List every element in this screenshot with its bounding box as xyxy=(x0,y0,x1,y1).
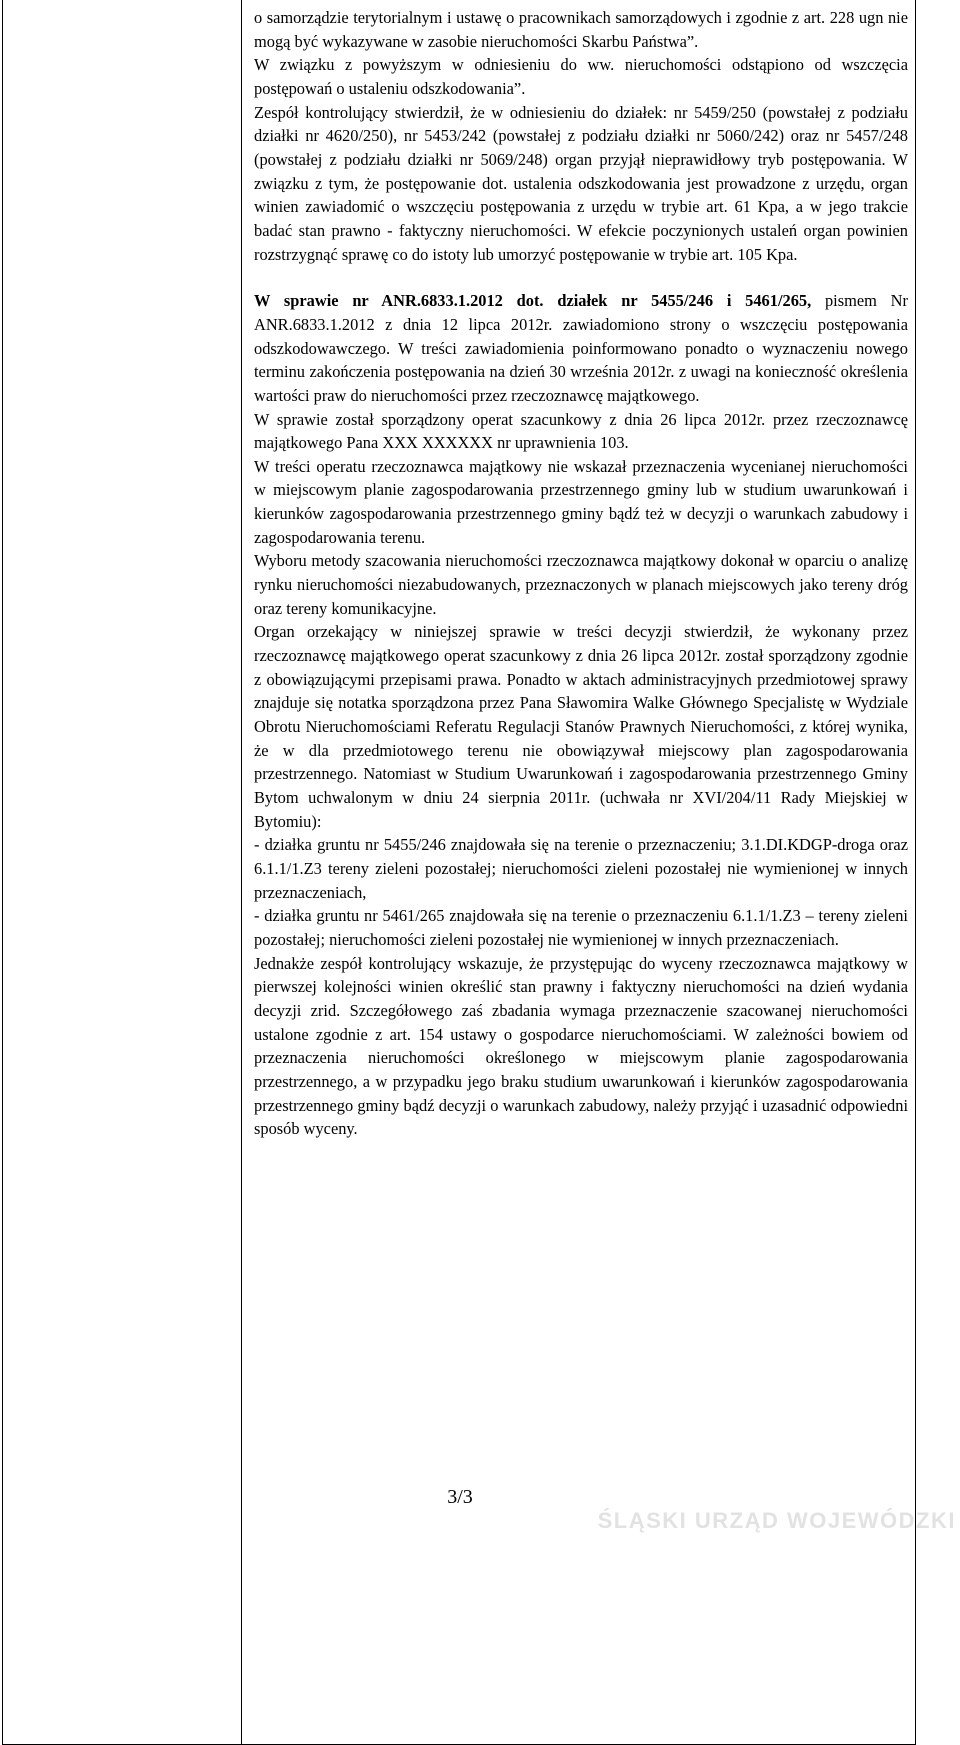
paragraph-1: o samorządzie terytorialnym i ustawę o pracownikach samorządowych i zgodnie z art. 228 ugn nie mogą być wykazywane w zasobie nieruchomości Skarbu Państwa”. xyxy=(254,8,908,51)
paragraph-3: Zespół kontrolujący stwierdził, że w odniesieniu do działek: nr 5459/250 (powstałej z podziału działki nr 4620/250), nr 5453/242 (powstałej z podziału działki nr 5060/242) oraz nr 5457/248 (powstałej z podziału działki nr 5069/248) organ przyjął nieprawidłowy tryb postępowania. W związku z tym, że postępowanie dot. ustalenia odszkodowania jest prowadzone z urzędu, organ winien zawiadomić o wszczęciu postępowania z urzędu w trybie art. 61 Kpa, a w jego trakcie badać stan prawno - faktyczny nieruchomości. W efekcie poczynionych ustaleń organ powinien rozstrzygnąć sprawę co do istoty lub umorzyć postępowanie w trybie art. 105 Kpa. xyxy=(254,102,908,264)
case-text: pismem Nr ANR.6833.1.2012 z dnia 12 lipca 2012r. zawiadomiono strony o wszczęciu postępowania odszkodowawczego. W treści zawiadomienia poinformowano ponadto o wyznaczeniu nowego terminu zakończenia postępowania na dzień 30 września 2012r. z uwagi na konieczność określenia wartości praw do nieruchomości przez rzeczoznawcę majątkowego. xyxy=(254,291,908,405)
paragraph-plot-1: - działka gruntu nr 5455/246 znajdowała się na terenie o przeznaczeniu; 3.1.DI.KDGP-droga oraz 6.1.1/1.Z3 tereny zieleni pozostałej; nieruchomości zieleni pozostałej nie wymienionej w innych przeznaczeniach, xyxy=(254,835,908,902)
paragraph-plot-2: - działka gruntu nr 5461/265 znajdowała się na terenie o przeznaczeniu 6.1.1/1.Z3 – tereny zieleni pozostałej; nieruchomości zieleni pozostałej nie wymienionej w innych przeznaczeniach. xyxy=(254,906,908,949)
paragraph-2: W związku z powyższym w odniesieniu do ww. nieruchomości odstąpiono od wszczęcia postępowań o ustaleniu odszkodowania”. xyxy=(254,55,908,98)
case-heading: W sprawie nr ANR.6833.1.2012 dot. działek nr 5455/246 i 5461/265, xyxy=(254,291,812,311)
page-number: 3/3 xyxy=(447,1486,473,1508)
watermark-text: ŚLĄSKI URZĄD WOJEWÓDZKI xyxy=(597,1508,956,1533)
paragraph-operat: W sprawie został sporządzony operat szacunkowy z dnia 26 lipca 2012r. przez rzeczoznawcę majątkowego Pana XXX XXXXXX nr uprawnienia 103. xyxy=(254,409,908,453)
paragraph-operat-content: W treści operatu rzeczoznawca majątkowy nie wskazał przeznaczenia wycenianej nieruchomości w miejscowym planie zagospodarowania przestrzennego gminy lub w studium uwarunkowań i kierunków zagospodarowania przestrzennego gminy bądź też w decyzji o warunkach zabudowy i zagospodarowania terenu. xyxy=(254,456,908,547)
paragraph-gap xyxy=(254,266,908,289)
paragraph-method: Wyboru metody szacowania nieruchomości rzeczoznawca majątkowy dokonał w oparciu o analizę rynku nieruchomości niezabudowanych, przeznaczonych w planach miejscowych jako tereny dróg oraz tereny komunikacyjne. xyxy=(254,551,908,618)
document-body xyxy=(254,6,908,1141)
paragraph-conclusion: Jednakże zespół kontrolujący wskazuje, że przystępując do wyceny rzeczoznawca majątkowy w pierwszej kolejności winien określić stan prawny i faktyczny nieruchomości na dzień wydania decyzji zrid. Szczegółowego zaś zbadania wymaga przeznaczenie szacowanej nieruchomości ustalone zgodnie z art. 154 ustawy o gospodarce nieruchomościami. W zależności bowiem od przeznaczenia nieruchomości określonego w miejscowym planie zagospodarowania przestrzennego, a w przypadku jego braku studium uwarunkowań i kierunków zagospodarowania przestrzennego gminy bądź decyzji o warunkach zabudowy, należy przyjąć i uzasadnić odpowiedni sposób wyceny. xyxy=(254,953,908,1139)
table-column-divider xyxy=(241,0,242,1745)
paragraph-organ: Organ orzekający w niniejszej sprawie w treści decyzji stwierdził, że wykonany przez rzeczoznawcę majątkowego operat szacunkowy z dnia 26 lipca 2012r. został sporządzony zgodnie z obowiązującymi przepisami prawa. Ponadto w aktach administracyjnych przedmiotowej sprawy znajduje się notatka sporządzona przez Pana Sławomira Walke Głównego Specjalistę w Wydziale Obrotu Nieruchomościami Referatu Regulacji Stanów Prawnych Nieruchomości, z której wynika, że w dla przedmiotowego terenu nie obowiązywał miejscowy plan zagospodarowania przestrzennego. Natomiast w Studium Uwarunkowań i zagospodarowania przestrzennego Gminy Bytom uchwalonym w dniu 24 sierpnia 2011r. (uchwała nr XVI/204/11 Rady Miejskiej w Bytomiu): xyxy=(254,622,908,831)
case-paragraph xyxy=(254,289,908,407)
